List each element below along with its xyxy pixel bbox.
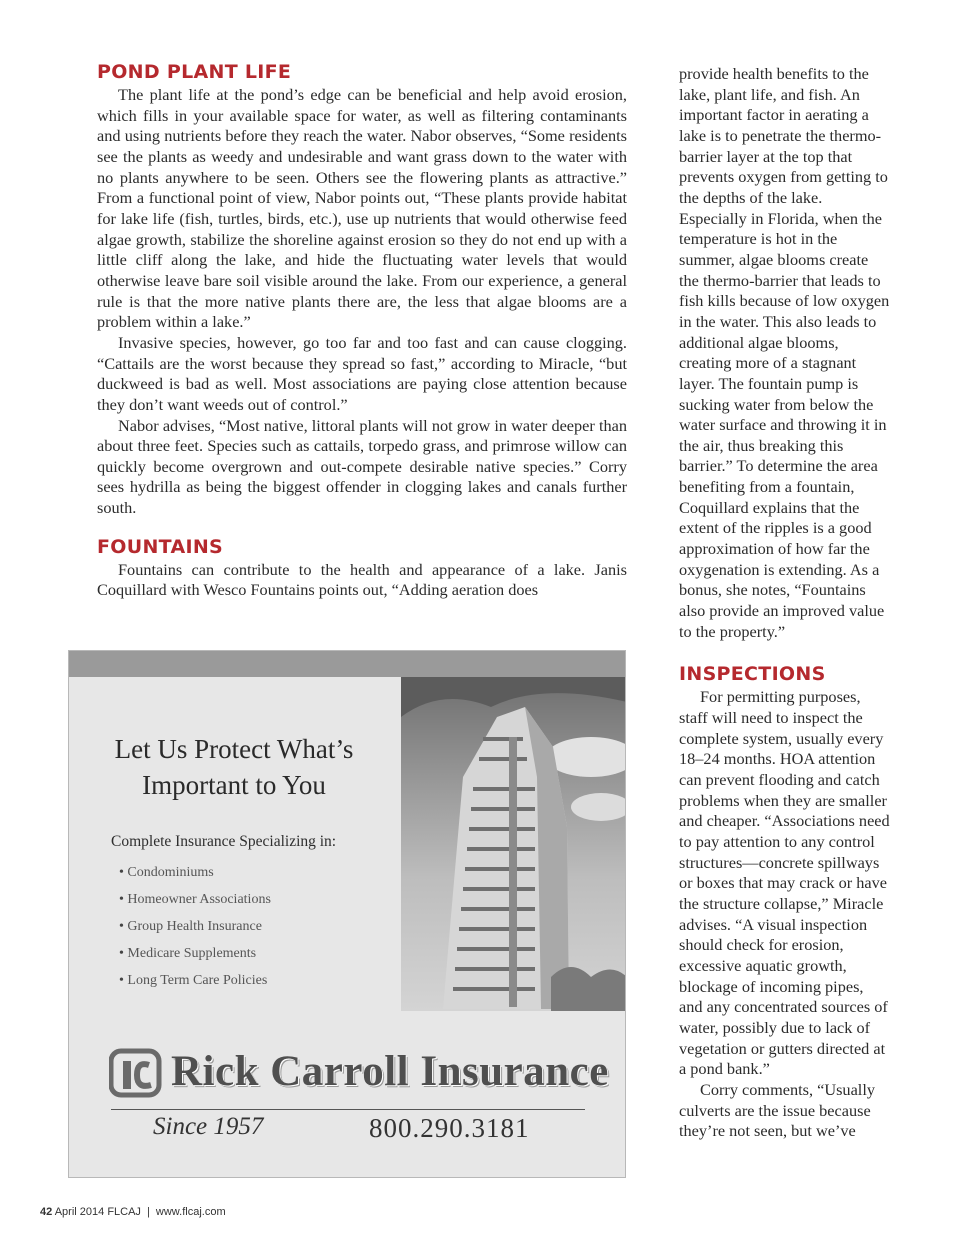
page-footer <box>40 1206 226 1218</box>
page-number: 42 <box>40 1206 53 1218</box>
ad-top-band <box>69 651 625 677</box>
list-item: • Long Term Care Policies <box>119 967 271 994</box>
ad-phone-number[interactable]: 800.290.3181 <box>369 1113 530 1143</box>
footer-website-link[interactable]: www.flcaj.com <box>155 1206 226 1218</box>
list-item: • Homeowner Associations <box>119 886 271 913</box>
building-photo-icon <box>401 677 626 1011</box>
insurance-advertisement[interactable] <box>68 650 626 1178</box>
publication-name: FLCAJ <box>107 1206 141 1218</box>
side-column <box>679 64 891 1142</box>
issue-date: April 2014 <box>54 1206 105 1218</box>
list-item: • Condominiums <box>119 859 271 886</box>
paragraph: The plant life at the pond’s edge can be beneficial and help avoid erosion, which fills in your available space for water, as well as filtering contaminants and using nutrients before they reach the water. Nabor observes, “Some residents see the plants as weedy and undesirable and want grass down to the water with no plants anywhere to be seen. Others see the flowering plants as attractive.” From a functional point of view, Nabor points out, “These plants provide habitat for lake life (fish, turtles, birds, etc.), use up nutrients that would otherwise feed algae growth, stabilize the shoreline against erosion so they do not end up with a little cliff along the lake, and hide the fluctuating water levels that would otherwise leave bare soil visible around the lake. From our experience, a general rule is that the more native plants there are, the less that algae blooms are a problem within a lake.” <box>97 85 627 332</box>
paragraph: Corry comments, “Usually culverts are the issue because they’re not seen, but we’ve <box>679 1079 875 1141</box>
ad-brand-name: Rick Carroll Insurance <box>171 1048 609 1095</box>
paragraph: For permitting purposes, staff will need to inspect the complete system, usually every 18–24 months. HOA attention can prevent flooding and catch problems when they are smaller and cheaper. “Associations need to pay attention to any control structures—concrete spillways or boxes that may crack or have the structure collapse,” Miracle advises. “A visual inspection should check for erosion, excessive aquatic growth, blockage of incoming pipes, and any concentrated sources of water, possibly due to lack of vegetation or gutters directed at a pond bank.” <box>679 687 890 1079</box>
section-heading-pond-plant-life: POND PLANT LIFE <box>97 61 292 83</box>
paragraph: Nabor advises, “Most native, littoral plants will not grow in water deeper than about three feet. Species such as cattails, torpedo grass, and primrose willow can quickly become overgrown and out-compete desirable native species.” Corry sees hydrilla as being the biggest offender in clogging lakes and canals further south. <box>97 415 627 518</box>
ad-services-list <box>119 859 271 994</box>
paragraph: Fountains can contribute to the health and appearance of a lake. Janis Coquillard with Wesco Fountains points out, “Adding aeration does <box>97 559 627 600</box>
ad-logo-row <box>109 1043 609 1103</box>
paragraph: Invasive species, however, go too far and too fast and can cause clogging. “Cattails are the worst because they spread so fast,” according to Miracle, “but duckweed is bad as well. Most associations are paying close attention because they don’t want weeds out of control.” <box>97 332 627 414</box>
rci-monogram-icon <box>109 1047 165 1099</box>
main-column <box>97 60 627 601</box>
list-item: • Group Health Insurance <box>119 913 271 940</box>
ad-subtitle: Complete Insurance Specializing in: <box>111 833 337 850</box>
section-heading-fountains: FOUNTAINS <box>97 535 224 558</box>
ad-since: Since 1957 <box>153 1113 264 1140</box>
divider <box>111 1109 585 1110</box>
footer-separator: | <box>147 1206 150 1218</box>
paragraph: provide health benefits to the lake, plant life, and fish. An important factor in aerating a lake is to penetrate the thermo-barrier layer at the top that prevents oxygen from getting to the depths of the lake. Especially in Florida, when the temperature is hot in the summer, algae blooms create the thermo-barrier that leads to fish kills because of low oxygen in the water. This also leads to additional algae blooms, creating more of a stagnant layer. The fountain pump is sucking water from below the water surface and throwing it in the air, thus breaking this barrier.” To determine the area benefiting from a fountain, Coquillard explains that the extent of the ripples is a good approximation of how far the oxygenation is extending. As a bonus, she notes, “Fountains also provide an improved value to the property.” <box>679 64 890 641</box>
list-item: • Medicare Supplements <box>119 940 271 967</box>
ad-headline: Let Us Protect What’s Important to You <box>114 734 354 800</box>
section-heading-inspections: INSPECTIONS <box>679 663 826 686</box>
